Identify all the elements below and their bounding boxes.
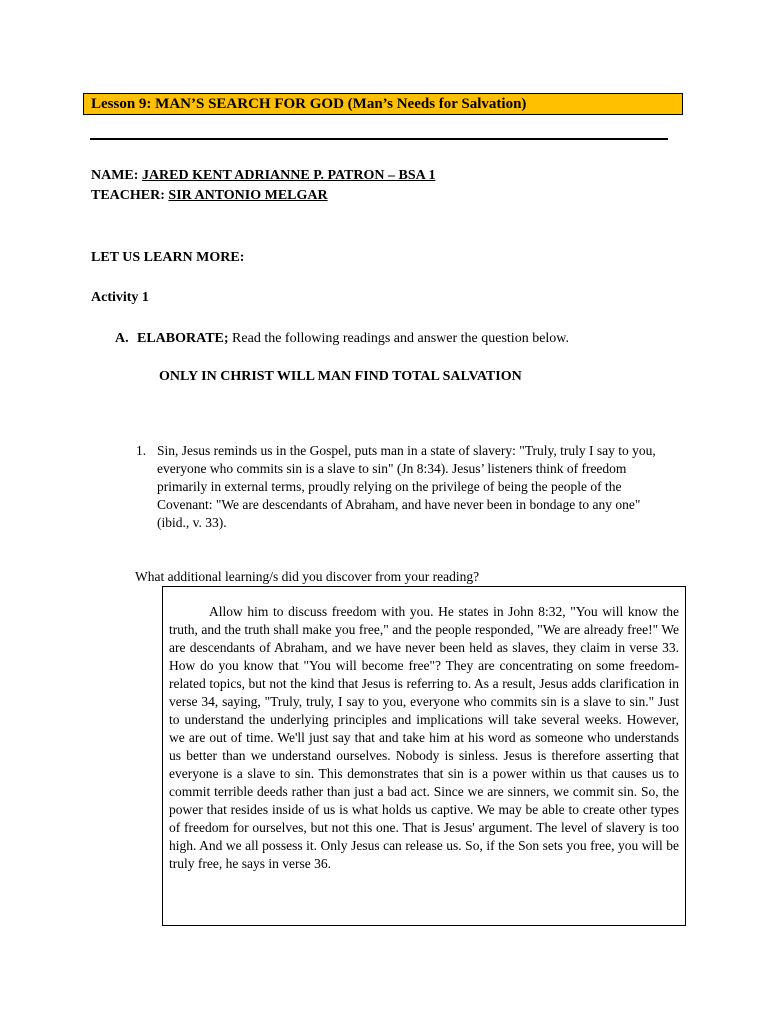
elaborate-instruction bbox=[115, 331, 569, 347]
section-heading: LET US LEARN MORE: bbox=[91, 250, 245, 265]
name-label: NAME: bbox=[91, 168, 142, 183]
reading-title: ONLY IN CHRIST WILL MAN FIND TOTAL SALVATION bbox=[159, 369, 522, 384]
elaborate-label: ELABORATE; bbox=[137, 331, 229, 346]
activity-heading: Activity 1 bbox=[91, 290, 149, 305]
name-value: JARED KENT ADRIANNE P. PATRON – BSA 1 bbox=[141, 168, 436, 183]
reading-item-number: 1. bbox=[136, 443, 147, 458]
reading-item-text: Sin, Jesus reminds us in the Gospel, puts man in a state of slavery: "Truly, truly I say to you, everyone who commits sin is a slave to sin" (Jn 8:34). Jesus’ listeners think of freedom primarily in external terms, proudly relying on the privilege of being the people of the Covenant: "We are descendants of Abraham, and have never been in bondage to any one" (ibid., v. 33). bbox=[157, 443, 656, 530]
answer-text: Allow him to discuss freedom with you. He states in John 8:32, "You will know the truth, and the truth shall make you free," and the people responded, "We are already free!" We are descendants of Abraham, and we have never been held as slaves, they claim in verse 33. How do you know that "You will become free"? They are concentrating on some freedom-related topics, but not the kind that Jesus is referring to. As a result, Jesus adds clarification in verse 34, saying, "Truly, truly, I say to you, everyone who commits sin is a slave to sin." Just to understand the underlying principles and implications will take several weeks. However, we are out of time. We'll just say that and take him at his word as someone who understands us better than we understand ourselves. Nobody is sinless. Jesus is therefore asserting that everyone is a slave to sin. This demonstrates that sin is a power within us that causes us to commit terrible deeds rather than just a bad act. Since we are sinners, we commit sin. So, the power that resides inside of us is what holds us captive. We may be able to create other types of freedom for ourselves, but not this one. That is Jesus' argument. The level of slavery is too high. And we all possess it. Only Jesus can release us. So, if the Son sets you free, you will be truly free, he says in verse 36. bbox=[169, 604, 679, 871]
question-text: What additional learning/s did you discover from your reading? bbox=[135, 569, 480, 584]
answer-box bbox=[162, 586, 686, 926]
name-line bbox=[91, 168, 435, 184]
elaborate-text: Read the following readings and answer the question below. bbox=[228, 331, 569, 346]
lesson-title: Lesson 9: MAN’S SEARCH FOR GOD (Man’s Needs for Salvation) bbox=[83, 93, 683, 115]
teacher-line bbox=[91, 188, 328, 204]
horizontal-rule bbox=[90, 138, 668, 140]
elaborate-letter: A. bbox=[115, 331, 129, 346]
teacher-label: TEACHER: bbox=[91, 188, 169, 203]
teacher-value: SIR ANTONIO MELGAR bbox=[168, 188, 328, 203]
